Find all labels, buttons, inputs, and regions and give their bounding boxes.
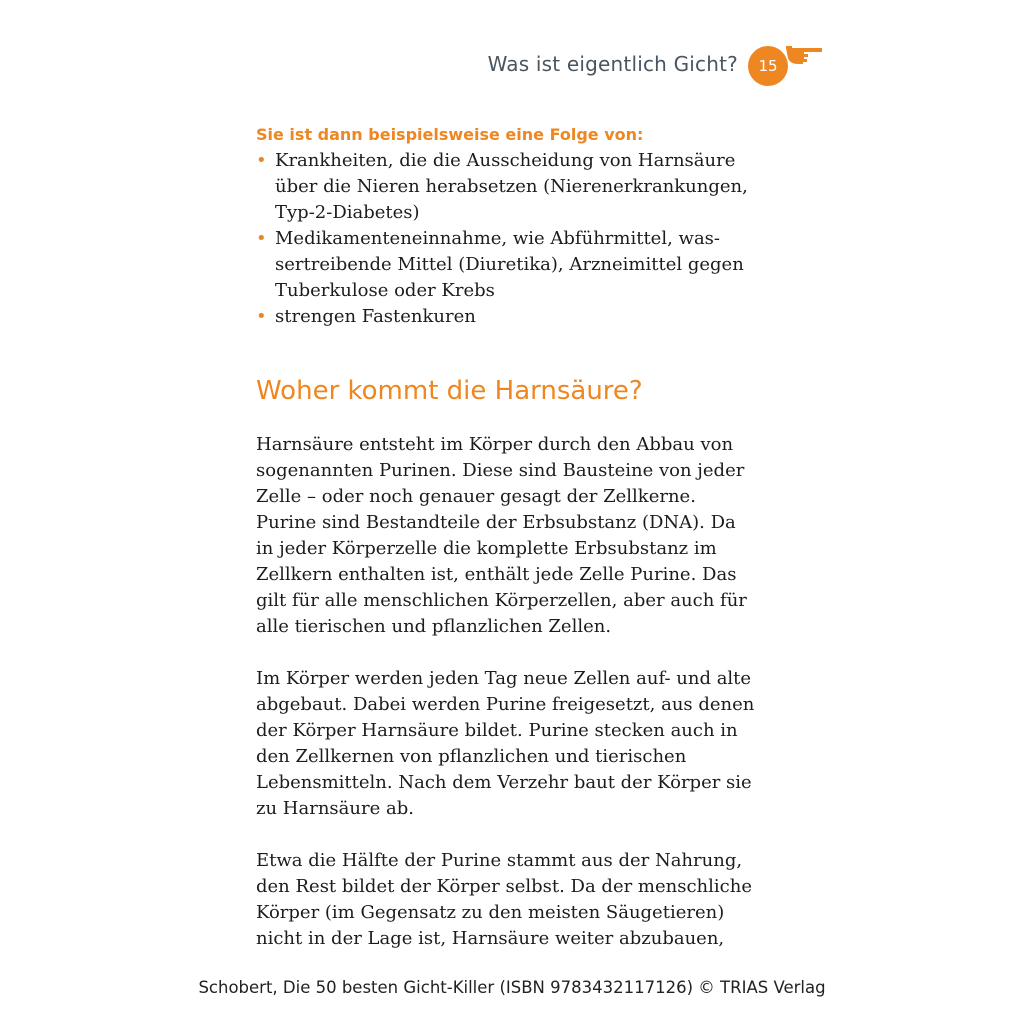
- list-item-text: strengen Fastenkuren: [275, 306, 476, 327]
- paragraph: Etwa die Hälfte der Purine stammt aus der Nahrung, den Rest bildet der Körper selbst. Da der menschliche Körper (im Gegensatz zu den meisten Säugetieren) nicht in der Lage ist, Harnsäure weiter abzubauen,: [256, 850, 752, 949]
- bullet-icon: •: [256, 228, 267, 249]
- list-item-text: Medikamenteneinnahme, wie Abführmittel, wassertreibende Mittel (Diuretika), Arzneimittel gegen Tuberkulose oder Krebs: [275, 228, 744, 301]
- section-heading: Woher kommt die Harnsäure?: [256, 376, 643, 406]
- bullet-icon: •: [256, 150, 267, 171]
- list-item-text: Krankheiten, die die Ausscheidung von Harnsäure über die Nieren herabsetzen (Nierenerkrankungen, Typ-2-Diabetes): [275, 150, 748, 223]
- footer-citation: Schobert, Die 50 besten Gicht-Killer (ISBN 9783432117126) © TRIAS Verlag: [198, 978, 826, 997]
- pointing-hand-icon: [784, 42, 824, 68]
- list-item: [256, 148, 756, 226]
- intro-lead: Sie ist dann beispielsweise eine Folge von:: [256, 125, 644, 144]
- list-item: [256, 226, 756, 304]
- intro-bullet-list: [256, 148, 756, 330]
- bullet-icon: •: [256, 306, 267, 327]
- running-title: Was ist eigentlich Gicht?: [487, 52, 738, 76]
- paragraph: Im Körper werden jeden Tag neue Zellen auf- und alte abgebaut. Dabei werden Purine freigesetzt, aus denen der Körper Harnsäure bildet. Purine stecken auch in den Zellkernen von pflanzlichen und tierischen Lebensmitteln. Nach dem Verzehr baut der Körper sie zu Harnsäure ab.: [256, 668, 755, 819]
- paragraph: Harnsäure entsteht im Körper durch den Abbau von sogenannten Purinen. Diese sind Bausteine von jeder Zelle – oder noch genauer gesagt der Zellkerne. Purine sind Bestandteile der Erbsubstanz (DNA). Da in jeder Körperzelle die komplette Erbsubstanz im Zellkern enthalten ist, enthält jede Zelle Purine. Das gilt für alle menschlichen Körperzellen, aber auch für alle tierischen und pflanzlichen Zellen.: [256, 434, 747, 637]
- page-number-badge: 15: [748, 46, 788, 86]
- page-body: [256, 122, 756, 978]
- list-item: [256, 304, 756, 330]
